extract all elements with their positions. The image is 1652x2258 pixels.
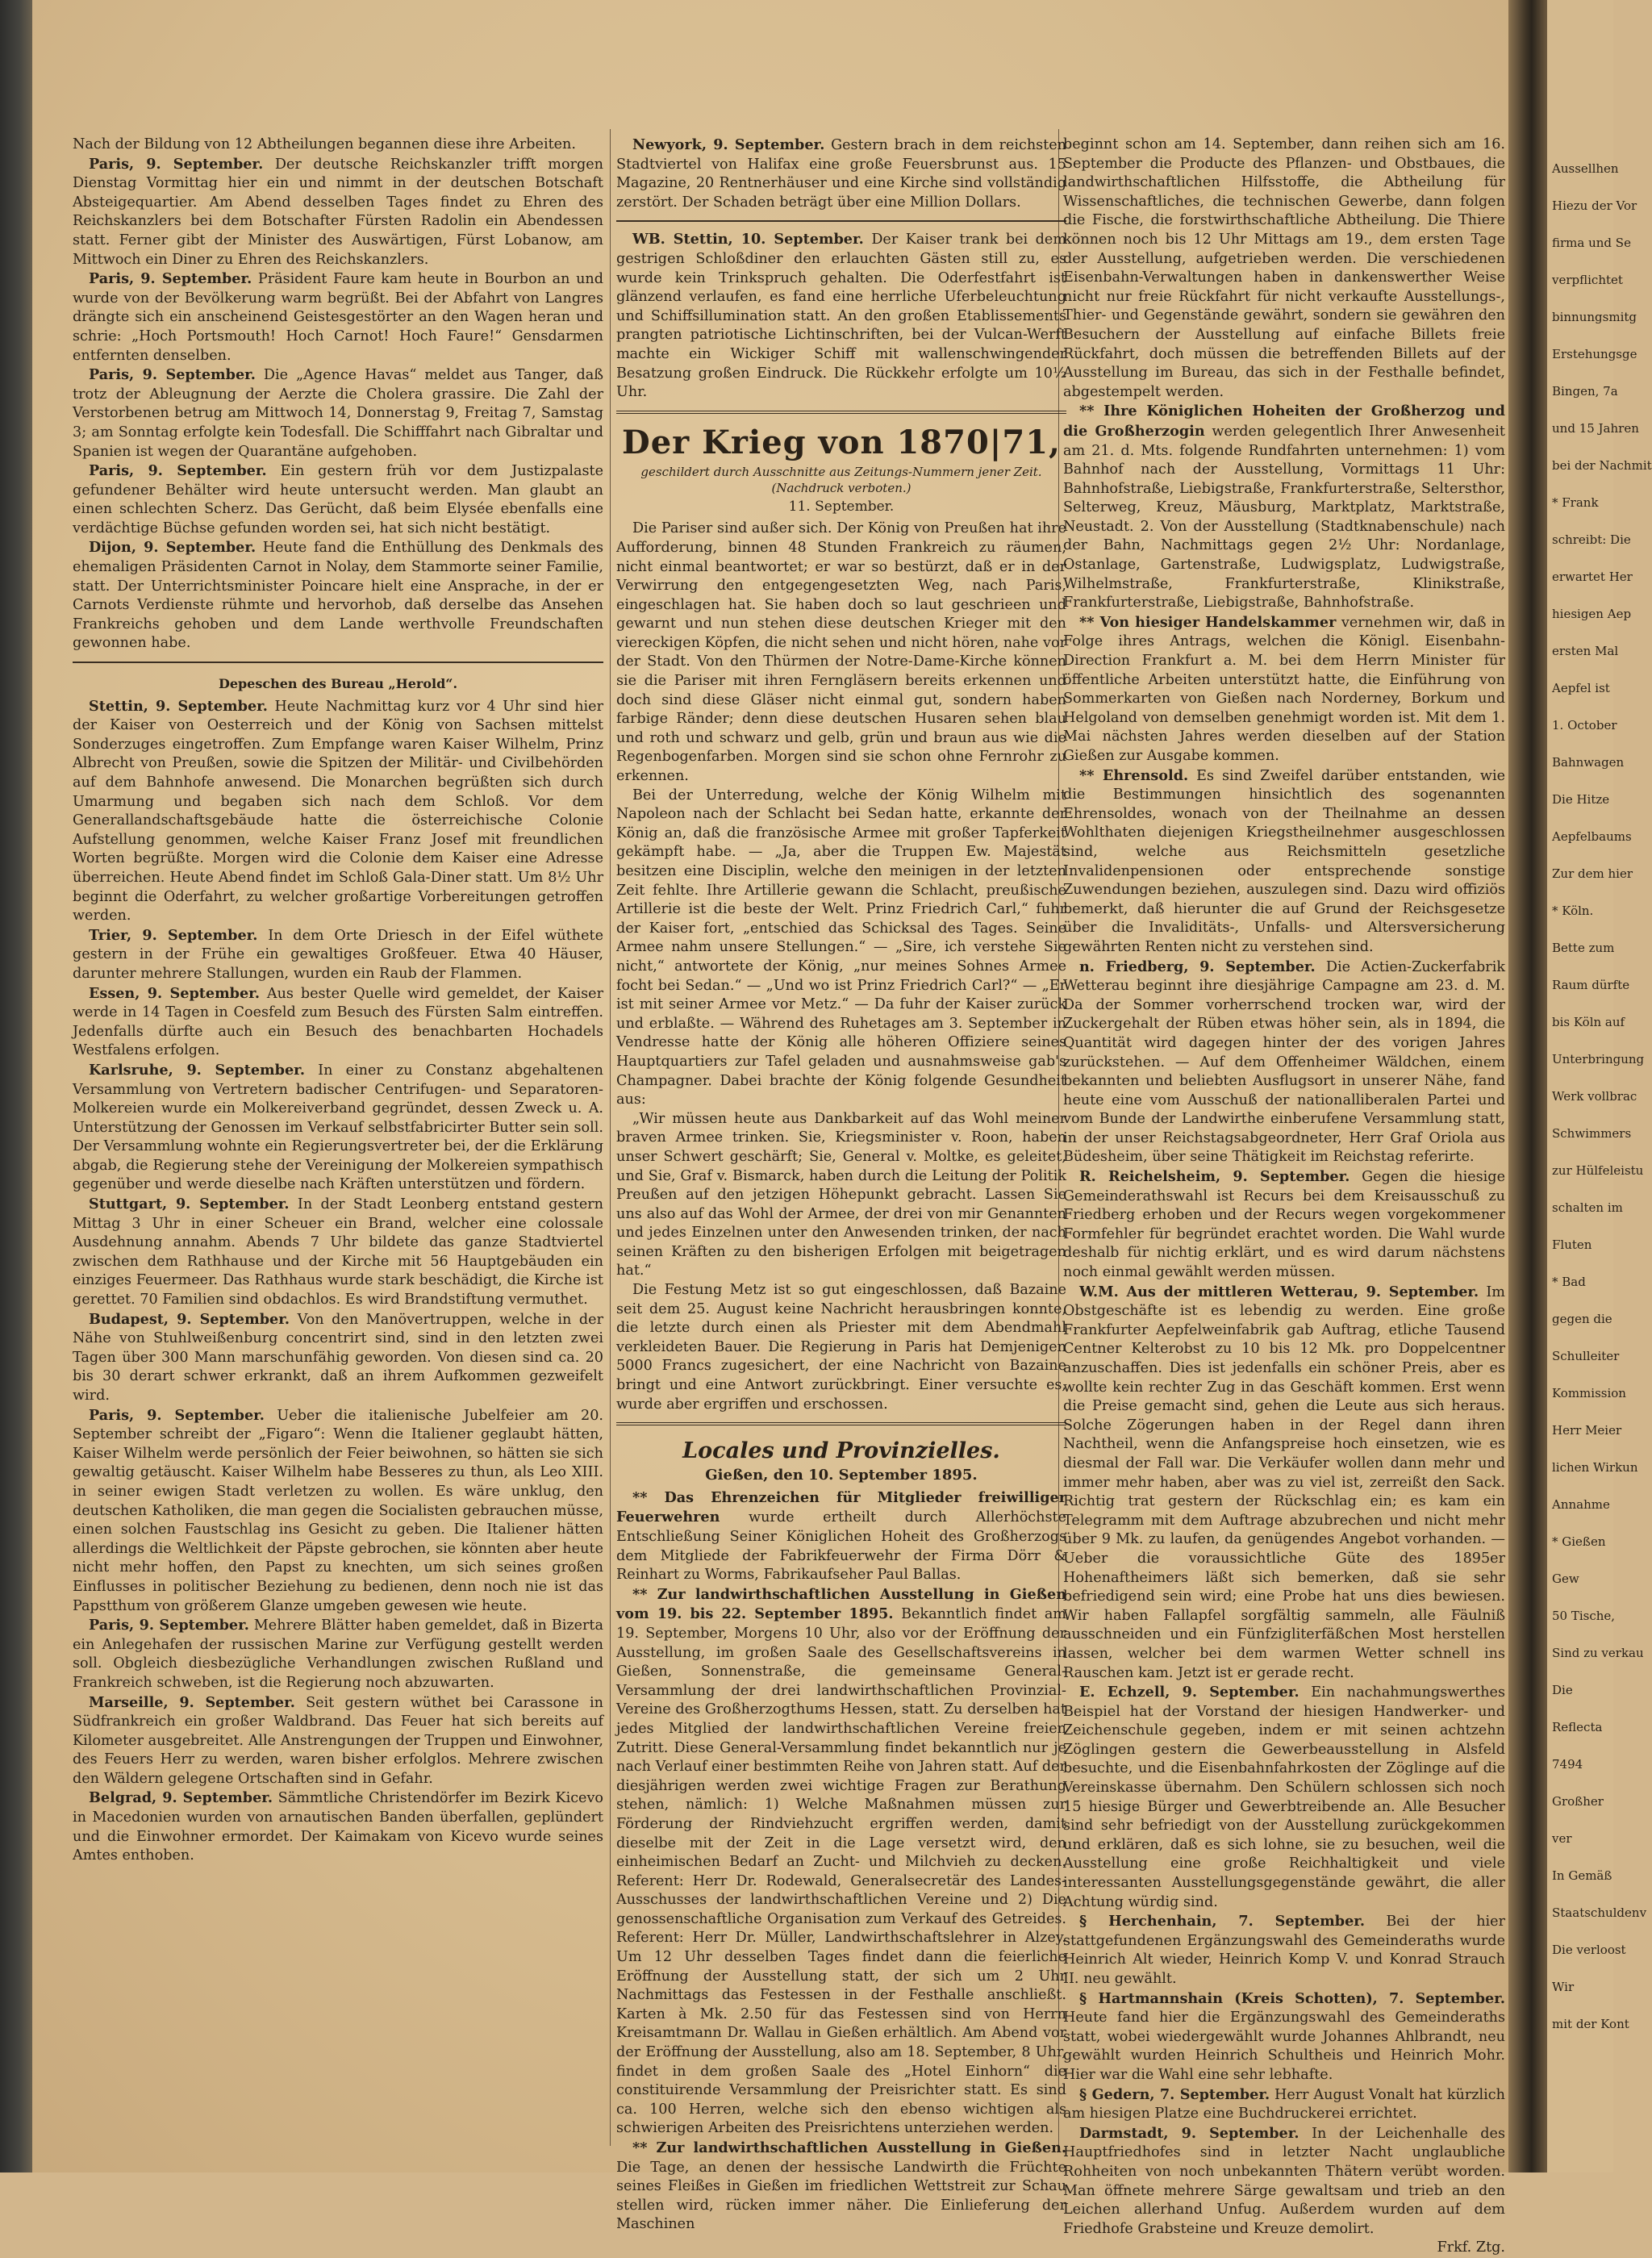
dispatch-item-body: In der Stadt Leonberg entstand gestern Mittag 3 Uhr in einer Scheuer ein Brand, welcher eine colossale Ausdehnung annahm. Abends 7 Uhr bildete das ganze Stadtviertel zwischen dem Rathhause und der Kirche mit 56 Hauptgebäuden ein einziges Feuermeer. Das Rathhaus wurde stark beschädigt, die Kirche ist gerettet. 70 Familien sind obdachlos. Es wird Brandstiftung vermuthet. — [73, 1196, 603, 1308]
adjacent-text-fragment: * Bad — [1552, 1275, 1586, 1289]
local-item-body: Die Tage, an denen der hessische Landwirth die Früchte seines Fleißes in Gießen im friedlichen Wettstreit zur Schau stellen wird, rücken immer näher. Die Einlieferung der Maschinen — [616, 2159, 1066, 2233]
dispatch-item-dateline: Essen, 9. September. — [89, 984, 260, 1002]
regional-item — [1063, 2085, 1505, 2124]
adjacent-text-fragment: hiesigen Aep — [1552, 607, 1632, 621]
adjacent-text-fragment: Kommission — [1552, 1386, 1626, 1400]
section-rule — [616, 220, 1066, 222]
adjacent-text-fragment: Staatschuldenv — [1552, 1905, 1647, 1920]
adjacent-text-fragment: Raum dürfte — [1552, 978, 1630, 992]
adjacent-text-fragment: und 15 Jahren — [1552, 421, 1639, 436]
dispatch-item-body: Heute Nachmittag kurz vor 4 Uhr sind hier der Kaiser von Oesterreich und der König von Sachsen mittelst Sonderzuges eingetroffen. Zum Empfange waren Kaiser Wilhelm, Prinz Albrecht von Preußen, sowie die Spitzen der Militär- und Civilbehörden auf dem Bahnhofe anwesend. Die Monarchen begrüßten sich durch Umarmung und begaben sich nach dem Schloß. Vor dem Generallandschaftsgebäude hatte die österreichische Colonie Aufstellung genommen, welche Kaiser Franz Josef mit freundlichen Worten begrüßte. Morgen wird die Colonie dem Kaiser eine Adresse überreichen. Heute Abend findet im Schloß Gala-Diner statt. Um 8½ Uhr beginnt die Oderfahrt, zu welcher großartige Vorbereitungen getroffen werden. — [73, 698, 603, 924]
column-2 — [616, 136, 1067, 2233]
news-item-dateline: Paris, 9. September. — [89, 155, 264, 173]
war-title: Der Krieg von 1870|71, — [622, 423, 1061, 461]
news-item-body: Der deutsche Reichskanzler trifft morgen Dienstag Vormittag hier ein und nimmt in der deutschen Botschaft Absteigequartier. Am Abend desselben Tages findet zu Ehren des Reichskanzlers bei dem Botschafter Fürsten Radolin ein Abendessen statt. Ferner gibt der Minister des Auswärtigen, Fürst Lobanow, am Mittwoch ein Diner zu Ehren des Reichskanzlers. — [73, 156, 603, 268]
adjacent-text-fragment: erwartet Her — [1552, 570, 1633, 584]
stettin-item: WB. Stettin, 10. September. Der Kaiser trank bei dem gestrigen Schloßdiner den erlauchten Gästen still zu, es wurde kein Trinkspruch gehalten. Die Oderfestfahrt ist glänzend verlaufen, es fand eine herrliche Uferbeleuchtung und Schiffsillumination statt. An den großen Etablissements prangten patriotische Lichtinschriften, bei der Vulcan-Werft machte ein Wickiger Schiff mit wallenschwingender Besatzung großen Eindruck. Die Rückkehr erfolgte um 10½ Uhr. — [616, 231, 1067, 401]
adjacent-text-fragment: firma und Se — [1552, 236, 1631, 250]
adjacent-text-fragment: Fluten — [1552, 1238, 1592, 1252]
page-gutter — [1508, 0, 1547, 2172]
dispatch-item — [73, 1310, 603, 1406]
dispatch-item-dateline: Paris, 9. September. — [89, 1617, 249, 1634]
column-3 — [1063, 136, 1505, 2256]
local-item — [616, 1488, 1066, 1585]
regional-item-body: Gegen die hiesige Gemeinderathswahl ist Recurs bei dem Kreisausschuß zu Friedberg erhoben und der Recurs wegen vorgekommener Formfehler für begründet erachtet worden. Die Wahl wurde deshalb für nichtig erklärt, und es wird darum nächstens noch einmal gewählt werden müssen. — [1063, 1169, 1505, 1281]
adjacent-text-fragment: lichen Wirkun — [1552, 1460, 1638, 1475]
dispatch-item-body: In dem Orte Driesch in der Eifel wüthete gestern in der Frühe ein gewaltiges Großfeuer. Etwa 40 Häuser, darunter mehrere Stallungen, wurden ein Raub der Flammen. — [73, 927, 603, 982]
regional-item — [1063, 1683, 1505, 1912]
adjacent-text-fragment: Gew — [1552, 1571, 1579, 1586]
adjacent-text-fragment: Reflecta — [1552, 1720, 1603, 1734]
adjacent-text-fragment: schalten im — [1552, 1200, 1623, 1215]
regional-item-body: Herr August Vonalt hat kürzlich am hiesigen Platze eine Buchdruckerei errichtet. — [1063, 2086, 1505, 2122]
adjacent-text-fragment: Aepfelbaums — [1552, 829, 1632, 844]
adjacent-text-fragment: * Köln. — [1552, 904, 1594, 918]
adjacent-text-fragment: verpflichtet — [1552, 273, 1623, 287]
regional-item-body: Bei der hier stattgefundenen Ergänzungswahl des Gemeinderaths wurde Heinrich Alt wieder, Heinrich Komp V. und Konrad Strauch II. neu gewählt. — [1063, 1914, 1505, 1987]
regional-item-body: vernehmen wir, daß in Folge ihres Antrags, welchen die Königl. Eisenbahn-Direction Frankfurt a. M. bei dem Herrn Minister für öffentliche Arbeiten unterstützt hatte, die Einführung von Sommerkarten von Gießen nach Norderney, Borkum und Helgoland von demselben genehmigt worden ist. Mit dem 1. Mai nächsten Jahres werden dieselben auf der Station Gießen zur Ausgabe kommen. — [1063, 614, 1505, 764]
regional-item — [1063, 1912, 1505, 1989]
adjacent-text-fragment: Unterbringung — [1552, 1052, 1645, 1066]
news-item-dateline: Paris, 9. September. — [89, 366, 256, 384]
adjacent-text-fragment: Annahme — [1552, 1497, 1610, 1512]
column-rule-1 — [610, 129, 611, 2146]
local-item-body: Bekanntlich findet am 19. September, Morgens 10 Uhr, also vor der Eröffnung der Ausstellung, im großen Saale des Gesellschaftsvereins in Gießen, Sonnenstraße, die gemeinsame General-Versammlung der drei landwirthschaftlichen Provinzial-Vereine des Großherzogthums Hessen, statt. Zu derselben hat jedes Mitglied der landwirthschaftlichen Vereine freien Zutritt. Diese General-Versammlung findet bekanntlich nur je nach Verlauf einer bestimmten Reihe von Jahren statt. Auf der diesjährigen werden zwei wichtige Fragen zur Berathung stehen, nämlich: 1) Welche Maßnahmen müssen zur Förderung der Rindviehzucht ergriffen werden, damit dieselbe mit der Zeit in die Lage versetzt wird, den einheimischen Bedarf an Zucht- und Milchvieh zu decken. Referent: Herr Dr. Rodewald, Generalsecretär des Landes-Ausschusses der landwirthschaftlichen Vereine und 2) Die genossenschaftliche Organisation zum Verkauf des Getreides. Referent: Herr Dr. Müller, Landwirthschaftslehrer in Alzey. Um 12 Uhr desselben Tages findet dann die feierliche Eröffnung der Ausstellung statt, der sich um 2 Uhr Nachmittags das Festessen in der Festhalle anschließt. Karten à Mk. 2.50 für das Festessen sind von Herrn Kreisamtmann Dr. Wallau in Gießen erhältlich. Am Abend vor der Eröffnung der Ausstellung, also am 18. September, 8 Uhr, findet in dem großen Saale des „Hotel Einhorn“ die constituirende Versammlung der Preisrichter statt. Es sind ca. 100 Herren, welche sich den ebenso wichtigen als schwierigen Arbeiten des Preisrichtens unterziehen werden. — [616, 1606, 1066, 2137]
news-item — [73, 155, 603, 270]
dispatch-item — [73, 1788, 603, 1865]
adjacent-text-fragment: mit der Kont — [1552, 2017, 1629, 2031]
adjacent-text-fragment: zur Hülfeleistu — [1552, 1163, 1644, 1178]
dispatch-item-dateline: Paris, 9. September. — [89, 1406, 265, 1424]
dispatch-item — [73, 984, 603, 1061]
regional-item-dateline: § Herchenhain, 7. September. — [1079, 1913, 1366, 1930]
adjacent-text-fragment: Aussellhen — [1552, 161, 1619, 176]
adjacent-text-fragment: Erstehungsge — [1552, 347, 1637, 361]
dispatch-item-body: Ueber die italienische Jubelfeier am 20. September schreibt der „Figaro“: Wenn die Italiener geglaubt hätten, Kaiser Wilhelm werde persönlich der Feier beiwohnen, so hätten sie sich gewaltig getäuscht. Kaiser Wilhelm habe Besseres zu thun, als Leo XIII. in seiner ewigen Stadt verletzen zu wollen. Es wäre unklug, den deutschen Katholiken, die man gegen die Socialisten gebrauchen müsse, einen solchen Faustschlag ins Gesicht zu geben. Die Italiener hätten allerdings die Weltlichkeit der Päpste gebrochen, sie könnten aber heute nicht mehr hoffen, den Papst zu knechten, um sich seines großen Einflusses in politischer Beziehung zu bedienen, denn noch nie ist das Papstthum von größerem Glanze umgeben gewesen wie heute. — [73, 1407, 603, 1614]
dispatch-item — [73, 926, 603, 984]
news-item-body: Ein gestern früh vor dem Justizpalaste gefundener Behälter wird heute untersucht werden. Man glaubt an einen schlechten Scherz. Das Gerücht, daß beim Elysée ebenfalls eine verdächtige Büchse gefunden worden sei, hat sich nicht bestätigt. — [73, 463, 603, 536]
dispatch-item-dateline: Marseille, 9. September. — [89, 1693, 295, 1711]
adjacent-text-fragment: 1. October — [1552, 718, 1617, 732]
adjacent-text-fragment: ersten Mal — [1552, 644, 1619, 658]
regional-item — [1063, 766, 1505, 958]
double-rule — [616, 411, 1066, 414]
adjacent-text-fragment: In Gemäß — [1552, 1868, 1612, 1883]
war-subtitle: geschildert durch Ausschnitte aus Zeitungs-Nummern jener Zeit. (Nachdruck verboten.) — [640, 464, 1042, 495]
col1-news-list — [73, 155, 603, 653]
adjacent-text-fragment: Bette zum — [1552, 941, 1615, 955]
regional-item — [1063, 2124, 1505, 2239]
regional-item-dateline: ** Ehrensold. — [1079, 766, 1189, 784]
adjacent-text-fragment: * Gießen — [1552, 1534, 1606, 1549]
local-item-body: wurde ertheilt durch Allerhöchste Entschließung Seiner Königlichen Hoheit des Großherzogs dem Mitgliede der Fabrikfeuerwehr der Firma Dörr & Reinhart zu Worms, Fabrikaufseher Paul Ballas. — [616, 1509, 1066, 1584]
regional-item-dateline: W.M. Aus der mittleren Wetterau, 9. September. — [1079, 1283, 1479, 1300]
adjacent-text-fragment: Herr Meier — [1552, 1423, 1622, 1438]
local-item — [616, 2139, 1066, 2235]
war-date: 11. September. — [788, 498, 895, 515]
regional-item — [1063, 1167, 1505, 1283]
adjacent-text-fragment: Die verloost — [1552, 1943, 1626, 1957]
local-title: Locales und Provinzielles. — [682, 1438, 1000, 1464]
local-item-dateline: ** Zur landwirthschaftlichen Ausstellung in Gießen. — [632, 2139, 1066, 2156]
dispatch-item — [73, 1061, 603, 1195]
adjacent-text-fragment: Zur dem hier — [1552, 866, 1633, 881]
regional-item-dateline: ** Von hiesiger Handelskammer — [1079, 613, 1337, 631]
news-item-body: Heute fand die Enthüllung des Denkmals des ehemaligen Präsidenten Carnot in Nolay, dem Stammorte seiner Familie, statt. Der Unterrichtsminister Poincare hielt eine Ansprache, in der er Carnots Verdienste rühmte und hervorhob, daß derselbe das Ansehen Frankreichs gehoben und dem Lande werthvolle Freundschaften gewonnen habe. — [73, 540, 603, 652]
col3-news-list — [1063, 402, 1505, 2239]
adjacent-text-fragment: Die Hitze — [1552, 792, 1610, 807]
news-item-body: Die „Agence Havas“ meldet aus Tanger, daß trotz der Ableugnung der Aerzte die Cholera grassire. Die Zahl der Verstorbenen betrug am Mittwoch 14, Donnerstag 9, Freitag 7, Samstag 3; am Sonntag erfolgte kein Todesfall. Die Schifffahrt nach Gibraltar und Spanien ist wegen der Quarantäne aufgehoben. — [73, 367, 604, 460]
adjacent-text-fragment: * Frank — [1552, 495, 1599, 510]
dispatch-item — [73, 1616, 603, 1692]
regional-item-body: Es sind Zweifel darüber entstanden, wie die Bestimmungen hinsichtlich des sogenannten Ehrensoldes, wonach von der Theilnahme an dessen Wohlthaten diejenigen Kriegstheilnehmer ausgeschlossen sind, welche aus Reichsmitteln gesetzliche Invalidenpensionen oder entsprechende sonstige Zuwendungen beziehen, auszulegen sind. Dazu wird offiziös bemerkt, daß hierunter die auf Grund der Reichsgesetze über die Invaliditäts-, Unfalls- und Altersversicherung gewährten Renten nicht zu verstehen sind. — [1063, 767, 1505, 955]
adjacent-text-fragment: gegen die — [1552, 1312, 1612, 1326]
war-paragraph: „Wir müssen heute aus Dankbarkeit auf das Wohl meiner braven Armee trinken. Sie, Kriegsminister v. Roon, haben unser Schwert geschärft; Sie, General v. Moltke, es geleitet, und Sie, Graf v. Bismarck, haben durch die Leitung der Politik Preußen auf den jetzigen Höhepunkt gebracht. Lassen Sie uns also auf das Wohl der Armee, der drei von mir Genannten und jedes Einzelnen unter den Anwesenden trinken, der nach seinen Kräften zu den bisherigen Erfolgen mit beigetragen hat.“ — [616, 1110, 1066, 1279]
regional-item-body: Heute fand hier die Ergänzungswahl des Gemeinderaths statt, wobei wiedergewählt wurde Johannes Ahlbrandt, neu gewählt wurden Heinrich Schultheis und Heinrich Mohr. Hier war die Wahl eine sehr lebhafte. — [1063, 2010, 1505, 2083]
dispatch-item — [73, 1195, 603, 1310]
regional-item-body: Ein nachahmungswerthes Beispiel hat der Vorstand der hiesigen Handwerker- und Zeichenschule gegeben, indem er mit seinen achtzehn Zöglingen gestern die Gewerbeausstellung in Alsfeld besuchte, und die Eisenbahnfahrkosten der Zöglinge auf die Vereinskasse übernahm. Den Schülern schlossen sich noch 15 hiesige Bürger und Gewerbtreibende an. Alle Besucher sind sehr befriedigt von der Ausstellung zurückgekommen und erklären, daß es sich lohne, sie zu besuchen, weil die Ausstellung eine große Reichhaltigkeit und viele interessanten Ausstellungsgegenstände gewährt, die aller Achtung würdig sind. — [1063, 1684, 1505, 1910]
adjacent-text-fragment: Hiezu der Vor — [1552, 198, 1637, 213]
adjacent-page-fragment — [1547, 0, 1652, 2172]
war-paragraph: Bei der Unterredung, welche der König Wilhelm mit Napoleon nach der Schlacht bei Sedan hatte, erkannte der König an, daß die französische Armee mit großer Tapferkeit gekämpft habe. — „Ja, aber die Truppen Ew. Majestät besitzen eine Disciplin, welche den meinigen in der letzten Zeit fehlte. Ihre Artillerie gewann die Schlacht, preußische Artillerie ist die beste der Welt. Prinz Friedrich Carl,“ fuhr der Kaiser fort, „entschied das Schicksal des Tages. Seine Armee nahm unsere Stellungen.“ — „Sire, ich verstehe Sie nicht,“ antwortete der König, „nur meines Sohnes Armee focht bei Sedan.“ — „Und wo ist Prinz Friedrich Carl?“ — „Er ist mit seiner Armee vor Metz.“ — Da fuhr der Kaiser zurück und erblaßte. — Während des Ruhetages am 3. September in Vendresse hatte der König alle höheren Offiziere seines Hauptquartiers zur Tafel geladen und ausnahmsweise gab's Champagner. Dabei brachte der König folgende Gesundheit aus: — [616, 787, 1066, 1108]
war-paragraph: Die Festung Metz ist so gut eingeschlossen, daß Bazaine seit dem 25. August keine Nachricht herausbringen konnte, die letzte durch einen als Priester mit dem Abendmahl verkleideten Bauer. Die Regierung in Paris hat Demjenigen 5000 Francs zugesichert, der eine Nachricht von Bazaine bringt und eine Antwort zurückbringt. Einer versuchte es, wurde aber ergriffen und erschossen. — [616, 1282, 1066, 1413]
news-item-dateline: Paris, 9. September. — [89, 270, 252, 288]
local-item-dateline: ** Das Ehrenzeichen für Mitglieder freiwilliger Feuerwehren — [616, 1488, 1066, 1526]
adjacent-text-fragment: ver — [1552, 1831, 1572, 1846]
adjacent-text-fragment: schreibt: Die — [1552, 532, 1631, 547]
adjacent-text-fragment: binnungsmitg — [1552, 310, 1637, 324]
intro-text: Nach der Bildung von 12 Abtheilungen begannen diese ihre Arbeiten. — [73, 136, 576, 152]
adjacent-text-fragment: Schulleiter — [1552, 1349, 1620, 1363]
regional-item — [1063, 402, 1505, 613]
newyork-item: Newyork, 9. September. Gestern brach in dem reichsten Stadtviertel von Halifax eine große Feuersbrunst aus. 15 Magazine, 20 Rentnerhäuser und eine Kirche sind vollständig zerstört. Der Schaden beträgt über eine Million Dollars. — [616, 136, 1066, 211]
adjacent-text-fragment: 7494 — [1552, 1757, 1583, 1772]
dispatch-item — [73, 697, 603, 926]
regional-item-body: In der Leichenhalle des Hauptfriedhofes sind in letzter Nacht unglaubliche Rohheiten von noch unbekannten Thätern verübt worden. Man öffnete mehrere Särge gewaltsam und trieb an den Leichen allerhand Unfug. Außerdem wurden auf dem Friedhofe Grabsteine und Kreuze demolirt. — [1063, 2125, 1505, 2237]
adjacent-text-fragment: Bingen, 7a — [1552, 384, 1618, 399]
dispatch-item-dateline: Budapest, 9. September. — [89, 1310, 290, 1328]
war-text — [616, 520, 1066, 1414]
dispatch-item-body: Aus bester Quelle wird gemeldet, der Kaiser werde in 14 Tagen in Coesfeld zum Besuch des Fürsten Salm eintreffen. Jedenfalls dürfte auch ein Besuch des benachbarten Hochadels Westfalens erfolgen. — [73, 985, 603, 1059]
regional-item-body: Die Actien-Zuckerfabrik Wetterau beginnt ihre diesjährige Campagne am 23. d. M. Da der Sommer vorherrschend trocken war, wird der Zuckergehalt der Rüben etwas höher sein, als in 1894, die Quantität wird dagegen hinter der des vorigen Jahres zurückstehen. — Auf dem Offenheimer Wäldchen, einem bekannten und beliebten Ausflugsort in unserer Nähe, fand heute eine vom Ausschuß der nationalliberalen Partei und vom Bunde der Landwirthe einberufene Versammlung statt, in der unser Reichstagsabgeordneter, Herr Graf Oriola aus Büdesheim, über seine Thätigkeit im Reichstag referirte. — [1063, 958, 1505, 1166]
adjacent-text-fragment: 50 Tische, — [1552, 1609, 1616, 1623]
dispatch-item-body: Von den Manövertruppen, welche in der Nähe von Stuhlweißenburg concentrirt sind, sind in den letzten zwei Tagen über 300 Mann marschunfähig geworden. Von diesen sind ca. 20 bis 30 derart schwer erkrankt, daß an ihrem Aufkommen gezweifelt wird. — [73, 1311, 603, 1404]
dispatch-item-body: In einer zu Constanz abgehaltenen Versammlung von Vertretern badischer Centrifugen- und Separatoren-Molkereien wurde ein Molkereiverband gegründet, dessen Zweck u. A. Unterstützung der Genossen im Verkauf selbstfabricirter Butter sein soll. Der Versammlung wohnte ein Regierungsvertreter bei, der die Erklärung abgab, die Regierung stehe der Vereinigung der Molkereien sympathisch gegenüber und werde dieselbe nach Kräften unterstützen und fördern. — [73, 1062, 603, 1193]
regional-item-dateline: n. Friedberg, 9. September. — [1079, 958, 1316, 975]
adjacent-text-fragment: bis Köln auf — [1552, 1015, 1625, 1029]
regional-item-body: Im Obstgeschäfte ist es lebendig zu werden. Eine große Frankfurter Aepfelweinfabrik gab Auftrag, etliche Tausend Centner Kelterobst zu 10 bis 12 Mk. pro Doppelcentner anzuschaffen. Dies ist jedenfalls ein schöner Preis, aber es wollte kein rechter Zug in das Geschäft kommen. Erst wenn die Preise gemacht sind, gehen die Leute aus sich heraus. Solche Zögerungen haben in der Regel dann ihren Nachtheil, wenn die Anfangspreise hoch einsetzen, wie es diesmal der Fall war. Die Verkäufer wollen dann mehr und immer mehr haben, aber was zu viel ist, zerreißt den Sack. Richtig trat gestern der Rückschlag ein; es kam ein Telegramm mit dem Auftrage abzubrechen und nicht mehr über 9 Mk. zu laufen, da genügendes Angebot vorhanden. — Ueber die voraussichtliche Güte des 1895er Hohenaftheimers läßt sich bemerken, daß sie sehr befriedigend sein wird; eine Probe hat uns dies bewiesen. Wir haben Fallapfel sorgfältig sammeln, alle Fäulniß ausschneiden und ein Fünfzigliterfäßchen Most herstellen lassen, welcher bei dem warmen Wetter schnell ins Rauschen kam. Jetzt ist er gerade recht. — [1063, 1283, 1505, 1681]
dispatch-item — [73, 1406, 603, 1617]
herold-heading: Depeschen des Bureau „Herold“. — [218, 676, 458, 692]
news-item — [73, 538, 603, 653]
news-item — [73, 365, 603, 461]
news-item-body: Präsident Faure kam heute in Bourbon an und wurde von der Bevölkerung warm begrüßt. Bei der Abfahrt von Langres drängte sich ein anscheinend Geistesgestörter an den Wagen heran und schrie: „Hoch Portsmouth! Hoch Carnot! Hoch Faure!“ Gensdarmen entfernten denselben. — [73, 271, 604, 364]
regional-item-dateline: ** Ihre Königlichen Hoheiten der Großherzog und die Großherzogin — [1063, 403, 1505, 440]
dispatch-item-dateline: Stettin, 9. September. — [89, 697, 268, 715]
regional-item-dateline: E. Echzell, 9. September. — [1079, 1684, 1299, 1701]
dispatch-item-body: Sämmtliche Christendörfer im Bezirk Kicevo in Macedonien wurden von arnautischen Banden überfallen, geplündert und die Einwohner ermordet. Der Kaimakam von Kicevo wurde seines Amtes enthoben. — [73, 1790, 603, 1864]
adjacent-text-fragment: Bahnwagen — [1552, 755, 1625, 770]
news-item-dateline: Paris, 9. September. — [89, 462, 267, 480]
local-news-list — [616, 1488, 1066, 2235]
book-binding-edge — [0, 0, 32, 2172]
source-credit: Frkf. Ztg. — [1437, 2239, 1505, 2256]
news-item-dateline: Dijon, 9. September. — [89, 539, 257, 557]
adjacent-text-fragment: Großher — [1552, 1794, 1604, 1809]
adjacent-text-fragment: bei der Nachmit — [1552, 458, 1652, 473]
regional-item — [1063, 613, 1505, 766]
regional-item-dateline: § Hartmannshain (Kreis Schotten), 7. September. — [1079, 1989, 1505, 2007]
dispatch-item-dateline: Stuttgart, 9. September. — [89, 1196, 290, 1213]
adjacent-text-fragment: Werk vollbrac — [1552, 1089, 1637, 1104]
local-item-dateline: ** Zur landwirthschaftlichen Ausstellung in Gießen vom 19. bis 22. September 1895. — [616, 1585, 1066, 1623]
regional-item-body: werden gelegentlich Ihrer Anwesenheit am 21. d. Mts. folgende Rundfahrten unternehmen: 1) vom Bahnhof nach der Ausstellung, Vormittags 11 Uhr: Bahnhofstraße, Liebigstraße, Frankfurterstraße, Seltersthor, Selterweg, Kreuz, Mäusburg, Marktplatz, Marktstraße, Neustadt. 2. Von der Ausstellung (Stadtknabenschule) nach der Bahn, Nachmittags gegen 2½ Uhr: Nordanlage, Ostanlage, Gartenstraße, Ludwigsplatz, Ludwigstraße, Wilhelmstraße, Frankfurterstraße, Klinikstraße, Frankfurterstraße, Liebigstraße, Bahnhofstraße. — [1063, 423, 1505, 611]
regional-item-dateline: R. Reichelsheim, 9. September. — [1079, 1168, 1350, 1186]
dispatch-item-dateline: Trier, 9. September. — [89, 926, 258, 944]
section-rule — [73, 662, 603, 663]
dispatch-item-dateline: Belgrad, 9. September. — [89, 1789, 273, 1807]
adjacent-text-fragment: Aepfel ist — [1552, 681, 1610, 695]
regional-item-dateline: § Gedern, 7. September. — [1079, 2085, 1270, 2103]
dispatch-item-body: Seit gestern wüthet bei Carassone in Südfrankreich ein großer Waldbrand. Das Feuer hat sich bereits auf Kilometer ausgebreitet. Alle Anstrengungen der Truppen und Einwohner, des Feuers Herr zu werden, waren bisher erfolglos. Mehrere zwischen den Wäldern gelegene Ortschaften sind in Gefahr. — [73, 1694, 603, 1787]
column-1 — [73, 136, 603, 2144]
regional-item — [1063, 1283, 1505, 1683]
adjacent-text-fragment: Wir — [1552, 1980, 1575, 1994]
regional-item-dateline: Darmstadt, 9. September. — [1079, 2124, 1299, 2142]
continued-text: beginnt schon am 14. September, dann reihen sich am 16. September die Producte des Pflanzen- und Obstbaues, die landwirthschaftlichen Hilfsstoffe, die Abtheilung für Wissenschaftliches, die technischen Gewerbe, dann folgen die Fische, die forstwirthschaftliche Abtheilung. Die Thiere können noch bis 12 Uhr Mittags am 19., dem ersten Tage der Ausstellung, aufgetrieben werden. Die verschiedenen Eisenbahn-Verwaltungen haben in dankenswerther Weise nicht nur freie Rückfahrt für nicht verkaufte Ausstellungs-, Thier- und Gegenstände gewährt, sondern sie gewähren den Besuchern der Ausstellung auf einfache Billets freie Rückfahrt, doch müssen die betreffenden Billets auf der Ausstellung im Bureau, das sich in der Festhalle befindet, abgestempelt werden. — [1063, 136, 1505, 400]
adjacent-text-fragment: Schwimmers — [1552, 1126, 1632, 1141]
double-rule — [616, 1422, 1066, 1425]
dispatch-item-dateline: Karlsruhe, 9. September. — [89, 1061, 305, 1079]
war-paragraph: Die Pariser sind außer sich. Der König von Preußen hat ihre Aufforderung, binnen 48 Stunden Frankreich zu räumen, nicht einmal beantwortet; er war so bestürzt, daß er in der Verwirrung den entgegengesetzten Weg, nach Paris, eingeschlagen hat. Sie haben doch so laut geschrieen und gewarnt und nun stehen diese deutschen Krieger mit den viereckigen Köpfen, die nicht sehen und nicht hören, nahe vor der Stadt. Von den Thürmen der Notre-Dame-Kirche können sie die Pariser mit ihren Ferngläsern bereits erkennen und doch sind diese Gläser nicht einmal gut, sondern haben farbige Ränder; denn diese deutschen Husaren sehen blau und roth und schwarz und gelb, grün und braun aus wie die Regenbogenfarben. Morgen sind sie schon ohne Fernrohr zu erkennen. — [616, 520, 1066, 785]
local-item — [616, 1585, 1066, 2139]
news-item — [73, 461, 603, 538]
local-date: Gießen, den 10. September 1895. — [705, 1467, 978, 1484]
dispatch-item-body: Mehrere Blätter haben gemeldet, daß in Bizerta ein Anlegehafen der russischen Marine zur Verfügung gestellt werden soll. Obgleich diesbezügliche Verhandlungen zwischen Rußland und Frankreich schweben, ist die Regierung noch abzuwarten. — [73, 1617, 603, 1691]
herold-news-list — [73, 697, 603, 1866]
regional-item — [1063, 958, 1505, 1168]
adjacent-text-fragment: Sind zu verkau — [1552, 1646, 1644, 1660]
news-item — [73, 269, 603, 365]
adjacent-text-fragment: Die — [1552, 1683, 1573, 1697]
regional-item — [1063, 1989, 1505, 2085]
dispatch-item — [73, 1693, 603, 1789]
